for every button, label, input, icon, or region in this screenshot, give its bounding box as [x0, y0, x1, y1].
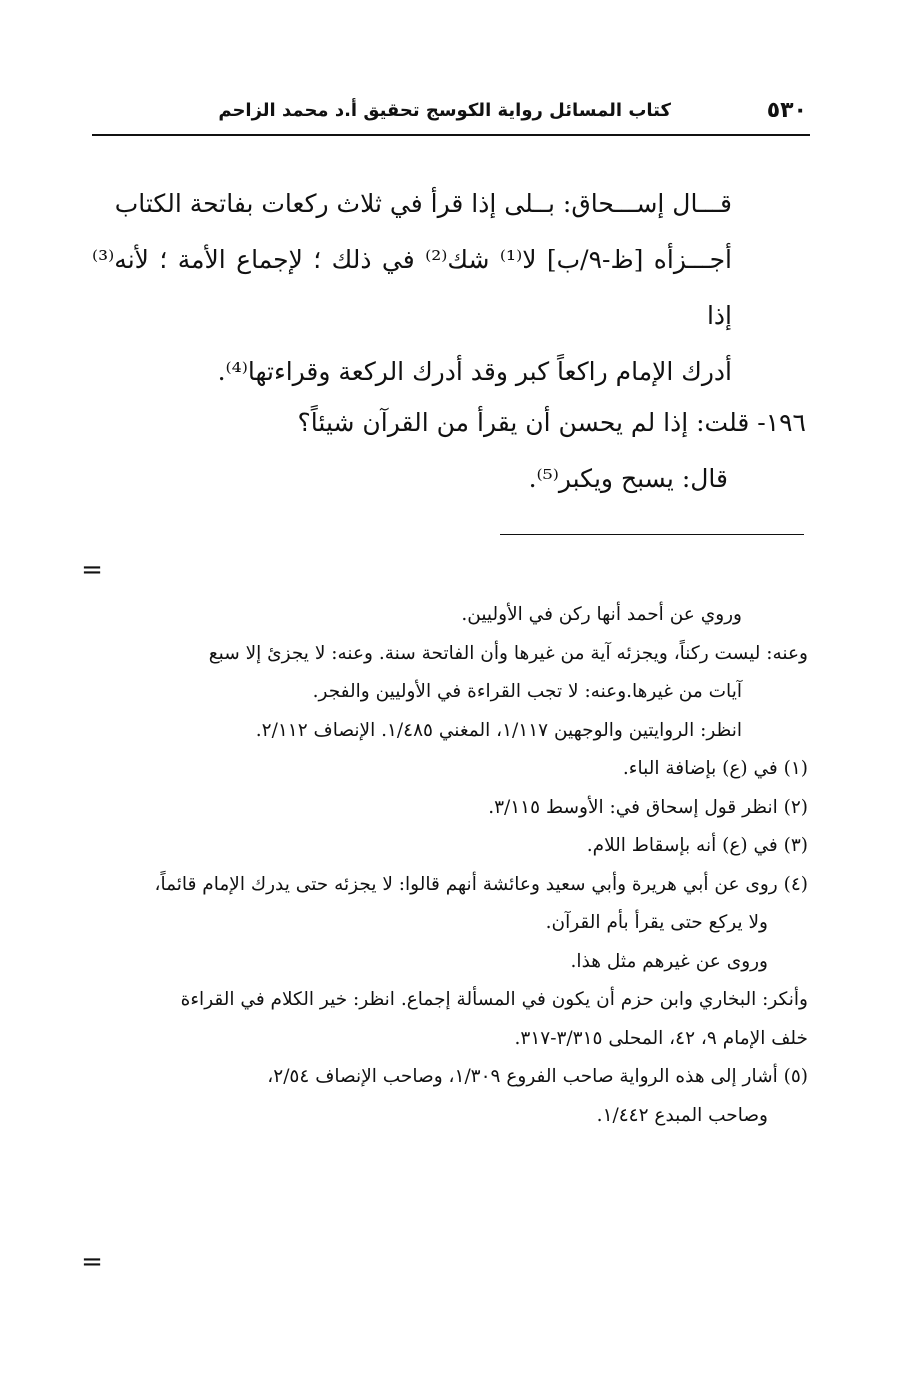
question-line: ١٩٦- قلت: إذا لم يحسن أن يقرأ من القرآن شيئاً؟ — [297, 408, 806, 437]
footnote-line: خلف الإمام ٩، ٤٢، المحلى ٣/٣١٥-٣١٧. — [514, 1027, 808, 1049]
continuation-mark-top: = — [81, 555, 103, 585]
continuation-mark-bottom: = — [81, 1247, 103, 1277]
footnotes — [92, 596, 808, 1135]
page-number: ٥٣٠ — [766, 98, 807, 123]
main-paragraph — [92, 176, 732, 400]
footnote-separator — [500, 534, 804, 535]
body-line: قـــال إســـحاق: بــلى إذا قرأ في ثلاث ركعات بفاتحة الكتاب — [114, 189, 732, 218]
footnote-line: (٢) انظر قول إسحاق في: الأوسط ٣/١١٥. — [488, 796, 808, 818]
footnote-line: انظر: الروايتين والوجهين ١/١١٧، المغني ١/٤٨٥. الإنصاف ٢/١١٢. — [255, 719, 742, 741]
footnote-line: وأنكر: البخاري وابن حزم أن يكون في المسألة إجماع. انظر: خير الكلام في القراءة — [180, 989, 808, 1010]
footnote-line: وروي عن أحمد أنها ركن في الأوليين. — [461, 604, 742, 625]
page-header — [95, 92, 807, 132]
answer-line: قال: يسبح ويكبر⁽⁵⁾. — [528, 464, 728, 493]
question-block — [92, 395, 806, 507]
footnote-line: (٤) روى عن أبي هريرة وأبي سعيد وعائشة أنهم قالوا: لا يجزئه حتى يدرك الإمام قائماً، — [154, 873, 808, 895]
footnote-line: (١) في (ع) بإضافة الباء. — [622, 758, 808, 779]
footnote-line: ولا يركع حتى يقرأ بأم القرآن. — [545, 912, 768, 933]
running-title: كتاب المسائل رواية الكوسج تحقيق أ.د محمد الزاحم — [218, 100, 671, 121]
body-line: أجـــزأه [ظ-٩/ب] لا⁽¹⁾ شك⁽²⁾ في ذلك ؛ لإجماع الأمة ؛ لأنه⁽³⁾ إذا — [92, 245, 733, 330]
header-rule — [92, 134, 810, 136]
footnote-line: وعنه: ليست ركناً، ويجزئه آية من غيرها وأن الفاتحة سنة. وعنه: لا يجزئ إلا سبع — [208, 642, 808, 664]
footnote-line: (٥) أشار إلى هذه الرواية صاحب الفروع ١/٣٠٩، وصاحب الإنصاف ٢/٥٤، — [267, 1066, 808, 1087]
footnote-line: وروى عن غيرهم مثل هذا. — [570, 950, 768, 972]
footnote-line: (٣) في (ع) أنه بإسقاط اللام. — [586, 835, 808, 856]
footnote-line: آيات من غيرها.وعنه: لا تجب القراءة في الأوليين والفجر. — [312, 681, 742, 702]
body-line: أدرك الإمام راكعاً كبر وقد أدرك الركعة وقراءتها⁽⁴⁾. — [217, 357, 732, 386]
footnote-line: وصاحب المبدع ١/٤٤٢. — [596, 1104, 768, 1126]
